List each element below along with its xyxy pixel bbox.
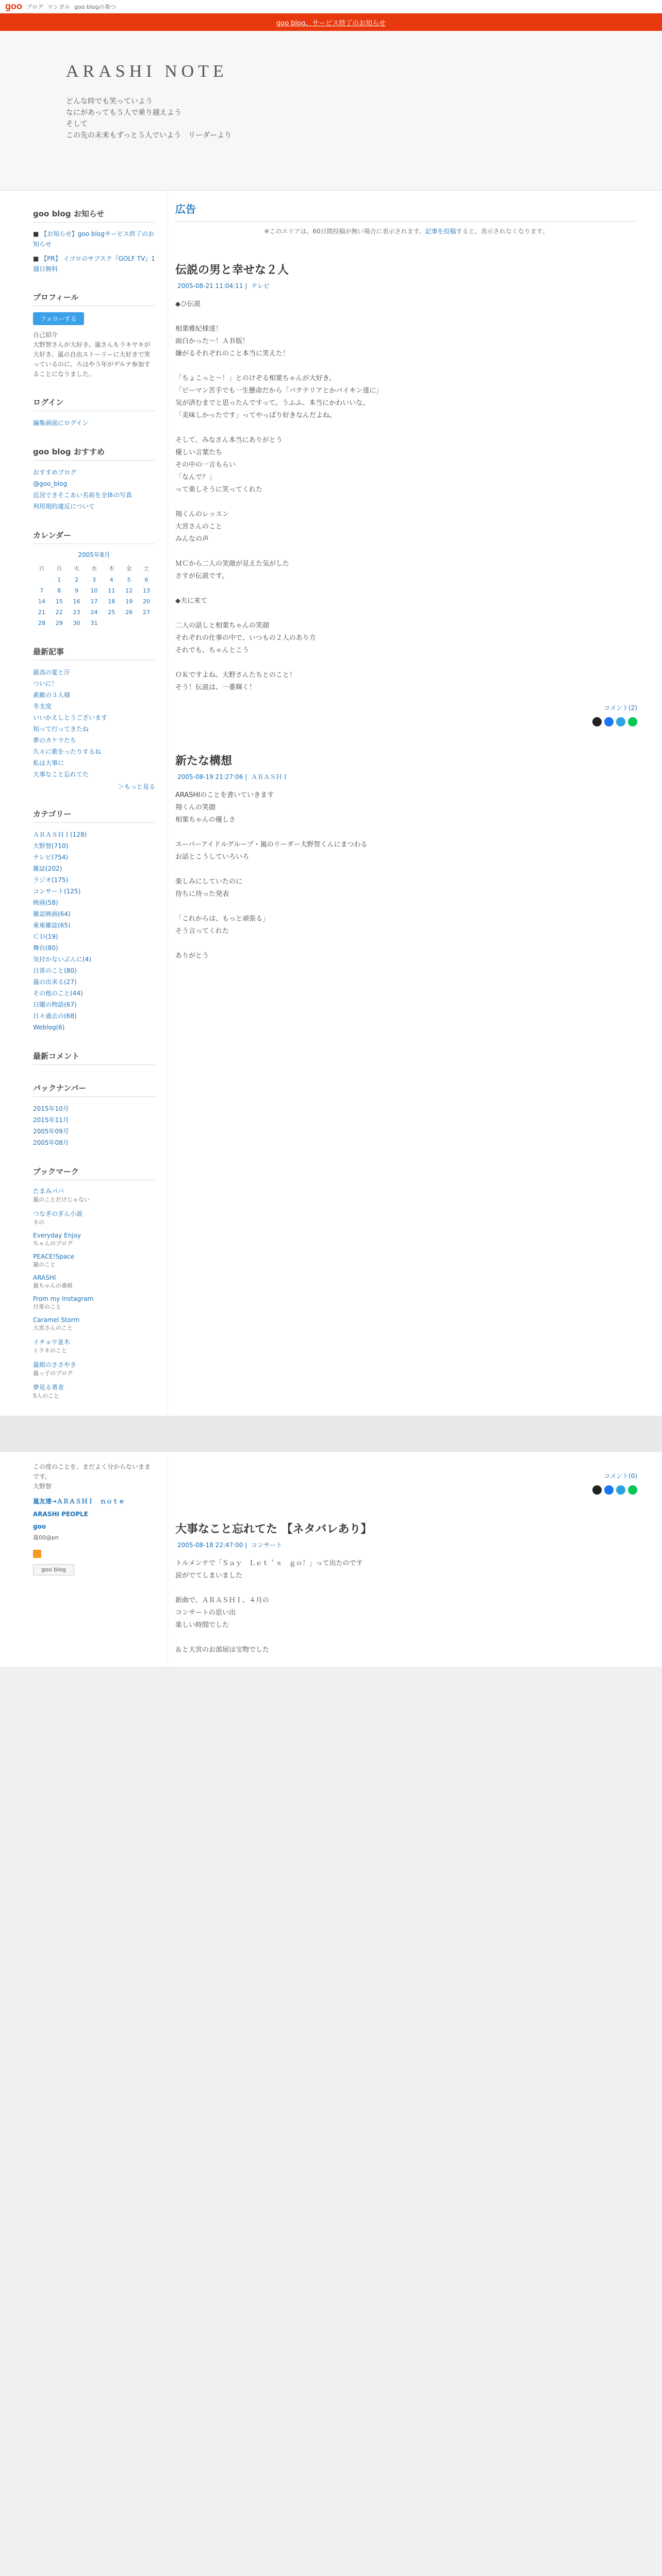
recent-link[interactable]: 夢のカケラたち (33, 737, 77, 744)
cal-day[interactable]: 26 (125, 609, 133, 616)
notice-item[interactable]: ■ 【PR】 イゴロのサブスク『GOLF TV』1 週日無料 (33, 255, 155, 273)
ad-note (175, 227, 637, 235)
cal-day[interactable]: 11 (108, 587, 115, 594)
cal-day[interactable]: 28 (38, 620, 45, 626)
recent-heading: 最新記事 (33, 644, 155, 660)
ad-heading: 広告 (175, 201, 637, 222)
category-link[interactable]: テレビ(754) (33, 854, 69, 861)
cal-day[interactable]: 23 (73, 609, 80, 616)
topbar-link-goo[interactable]: goo blogの楽つ (74, 3, 116, 10)
recent-link[interactable]: 冬支度 (33, 703, 52, 710)
x-share-icon[interactable] (592, 717, 602, 726)
cal-head: 火 (74, 565, 80, 572)
cal-day[interactable]: 22 (55, 609, 63, 616)
lower-link[interactable]: goo (33, 1523, 46, 1530)
cal-day[interactable]: 2 (75, 577, 79, 583)
bookmark-desc: 日常のこと (33, 1303, 61, 1310)
bookmark-desc: 嵐のことだけじゃない (33, 1196, 90, 1203)
line-share-icon[interactable] (628, 717, 637, 726)
bookmark-heading: ブックマーク (33, 1164, 155, 1180)
notice-text[interactable]: goo blog、サービス終了のお知らせ (276, 19, 386, 27)
cal-day[interactable]: 24 (90, 609, 98, 616)
blog-title[interactable]: ARASHI NOTE (66, 62, 228, 81)
login-heading: ログイン (33, 395, 155, 411)
category-link[interactable]: 雑誌映画(64) (33, 910, 71, 918)
cal-day[interactable]: 29 (55, 620, 63, 626)
cal-day[interactable] (138, 618, 155, 629)
entry-meta: 2005-08-21 11:04:11 | テレビ (177, 282, 270, 290)
bookmark-desc: 5人のこと (33, 1393, 59, 1399)
facebook-share-icon[interactable] (604, 1485, 614, 1495)
entry-category[interactable]: コンサート (251, 1541, 283, 1549)
blog-desc-line: どんな時でも笑っていよう (66, 97, 153, 106)
main-area (0, 191, 662, 1416)
cal-day[interactable]: 13 (143, 587, 151, 594)
recent-link[interactable]: 久々に歌をったりするね (33, 748, 102, 755)
main-area-lower (0, 1452, 662, 1667)
facebook-share-icon[interactable] (604, 717, 614, 726)
cal-day[interactable]: 7 (40, 587, 44, 594)
login-link[interactable]: 編集画面にログイン (33, 419, 89, 427)
blog-header (0, 31, 662, 191)
notice-item[interactable]: ■ 【お知らせ】goo blogサービス終了のお知らせ (33, 230, 154, 248)
goo-logo[interactable]: goo (5, 1, 22, 11)
bookmark-desc: 大宮さんのこと (33, 1325, 73, 1331)
cal-day[interactable] (103, 618, 120, 629)
bookmark-link[interactable]: つなぎのぎん小説 (33, 1210, 83, 1217)
recent-link[interactable]: 最高の夏と汗 (33, 669, 71, 676)
calendar-month[interactable]: 2005年8月 (78, 551, 110, 558)
cal-day[interactable] (120, 618, 138, 629)
recent-link[interactable]: ついに！ (33, 680, 58, 687)
entry-meta: 2005-08-18 22:47:00 | コンサート (177, 1541, 283, 1549)
recent-link[interactable]: 大事なこと忘れてた (33, 771, 89, 778)
entry-date: 2005-08-19 21:27:06 (177, 773, 243, 781)
content-column (168, 191, 662, 1416)
profile-heading: プロフィール (33, 290, 155, 306)
recommend-link[interactable]: @goo_blog (33, 480, 68, 487)
line-share-icon[interactable] (628, 1485, 637, 1495)
notice-link[interactable]: 【お知らせ】goo blogサービス終了のお知らせ (33, 230, 154, 248)
cal-day[interactable]: 9 (75, 587, 79, 594)
entry-body: ◆ひ伝説 相葉雅紀様達！ 面白かった〜！ＡＢ版！ 嫌がるそれぞれのこと本当に笑えた！ 「ちょこっと〜！」とのけぞる相葉ちゃんが大好き。 「ビーマン苦手でも一生懸命だから「バクテリアとかバイキン達に」 気が済むまでと思ったんですって。うふふ、本当にかわいいな。 「美味しかったです」ってやっぱり好きなんだよね。 そして、みなさん本当にありがとう 優しい言葉たち その中の一言もらい 「なんで？」 って楽しそうに笑ってくれた 翔くんのレッスン 大宮さんのこと みんなの声 ＭＣから二人の笑顔が見えた気がした さすが伝説です。 ◆夫に来て 二人の話しと相葉ちゃんの笑顔 それぞれの仕事の中で、いつもの２人のあり方 それでも、ちゃんとこう ＯＫですよね、大野さんたちとのこと！ そう！伝説は、一番輝く！ (175, 300, 383, 691)
cal-day[interactable] (33, 574, 51, 585)
bookmark-link[interactable]: From my Instagram (33, 1295, 94, 1302)
cal-day[interactable]: 20 (143, 598, 151, 605)
topbar-link-manga[interactable]: マンガル (47, 3, 70, 10)
cal-head: 金 (126, 565, 132, 572)
category-link[interactable]: コンサート(125) (33, 888, 81, 895)
cal-head: 土 (143, 565, 150, 572)
category-link[interactable]: 舞台(80) (33, 944, 58, 952)
entry-title[interactable]: 新たな構想 (175, 755, 233, 768)
follow-button[interactable]: フォローする (33, 312, 84, 325)
recommend-link[interactable]: 近況できそこあい名前を全体の写真 (33, 492, 133, 499)
sidebar-lower (0, 1452, 168, 1667)
blog-desc-line: なにがあっても５人で乗り越えよう (66, 109, 181, 117)
recent-link[interactable]: 私は大事に (33, 759, 64, 767)
bookmark-link[interactable]: PEACE!Space (33, 1253, 75, 1260)
recent-more-link[interactable]: ＞もっと見る (118, 783, 155, 790)
cal-day[interactable]: 15 (55, 598, 63, 605)
recent-link[interactable]: いいかえしとうございます (33, 714, 108, 721)
bookmark-link[interactable]: 夢見る勇者 (33, 1384, 64, 1391)
category-link[interactable]: 日曜の物語(67) (33, 1001, 77, 1008)
bookmark-list (33, 1187, 155, 1400)
cal-day[interactable]: 19 (125, 598, 133, 605)
bookmark-desc: 嵐のこと (33, 1261, 56, 1268)
category-link[interactable]: 気付かないぶんに(4) (33, 956, 91, 963)
category-link[interactable]: 嵐の出来る(27) (33, 978, 77, 986)
lower-id: 嵐00@pn (33, 1534, 59, 1541)
backnumber-link[interactable]: 2015年10月 (33, 1105, 69, 1112)
cal-day[interactable]: 17 (90, 598, 98, 605)
recommend-link[interactable]: おすすめブログ (33, 469, 77, 476)
cal-day[interactable]: 5 (127, 577, 131, 583)
notice-link[interactable]: 【PR】 イゴロのサブスク『GOLF TV』1 週日無料 (33, 255, 155, 273)
sidebar (0, 191, 168, 1416)
blog-desc-line: そして (66, 120, 88, 128)
comment-link[interactable]: コメント(0) (604, 1472, 637, 1480)
share-bar (175, 1485, 637, 1495)
comment-heading: 最新コメント (33, 1048, 155, 1065)
cal-head: 木 (108, 565, 114, 572)
cal-day[interactable]: 14 (38, 598, 45, 605)
category-link[interactable]: 日常のこと(80) (33, 967, 77, 974)
lower-link[interactable]: 嵐友達→ＡＲＡＳＨＩ ｎｏｔｅ (33, 1498, 125, 1505)
share-bar (175, 717, 637, 726)
cal-day[interactable]: 12 (125, 587, 133, 594)
rss-icon[interactable] (33, 1550, 41, 1558)
backnumber-link[interactable]: 2005年08月 (33, 1139, 69, 1146)
blog-desc-line: この先の未来もずっと５人でいよう リーダーより (66, 131, 232, 140)
bookmark-link[interactable]: Caramel Storm (33, 1316, 80, 1324)
calendar (33, 562, 155, 629)
category-link[interactable]: 雑誌(202) (33, 865, 62, 872)
comment-link[interactable]: コメント(2) (604, 704, 637, 711)
category-link[interactable]: 東東雑誌(65) (33, 922, 71, 929)
category-link[interactable]: Weblog(6) (33, 1024, 65, 1031)
cal-day[interactable]: 8 (57, 587, 61, 594)
category-link[interactable]: 大野智(710) (33, 842, 69, 850)
backnumber-heading: バックナンバー (33, 1080, 155, 1097)
lower-name: 大野智 (33, 1483, 52, 1490)
cal-day[interactable]: 10 (90, 587, 98, 594)
cal-day[interactable]: 25 (108, 609, 115, 616)
recent-link[interactable]: 知って行ってきたね (33, 725, 89, 733)
service-end-notice[interactable] (0, 13, 662, 31)
bookmark-link[interactable]: ARASHI (33, 1274, 56, 1281)
entry-date: 2005-08-18 22:47:00 (177, 1541, 243, 1549)
recommend-link[interactable]: 利用規約違反について (33, 503, 95, 510)
cal-day[interactable]: 16 (73, 598, 80, 605)
recommend-heading: goo blog おすすめ (33, 444, 155, 461)
cal-day[interactable]: 18 (108, 598, 115, 605)
category-link[interactable]: ラジオ(175) (33, 876, 69, 884)
cal-day[interactable]: 30 (73, 620, 80, 626)
ad-note-text: ※このエリアは、60日間投稿が無い場合に表示されます。 (264, 228, 425, 235)
x-share-icon[interactable] (592, 1485, 602, 1495)
cal-day[interactable]: 21 (38, 609, 45, 616)
lower-intro: この度のことを、まだよく分からないままです。 (33, 1463, 151, 1480)
section-separator (0, 1416, 662, 1452)
top-bar (0, 0, 662, 13)
bookmark-link[interactable]: たまみパパ (33, 1188, 64, 1195)
cal-day[interactable]: 4 (109, 577, 113, 583)
entry-category[interactable]: テレビ (251, 282, 270, 290)
ad-post-link[interactable]: 記事を投稿 (425, 228, 456, 235)
bookmark-link[interactable]: イチョウ並木 (33, 1338, 70, 1346)
entry-title[interactable]: 大事なこと忘れてた 【ネタバレあり】 (175, 1523, 372, 1536)
recent-link[interactable]: 素敵の３人様 (33, 691, 71, 699)
entry-title[interactable]: 伝説の男と幸せな２人 (175, 264, 289, 277)
backnumber-link[interactable]: 2015年11月 (33, 1116, 69, 1124)
cal-head: 水 (91, 565, 97, 572)
bookmark-desc: ネの (33, 1219, 44, 1226)
hatena-share-icon[interactable] (616, 1485, 625, 1495)
bookmark-desc: ちゃんのブログ (33, 1240, 73, 1247)
hatena-share-icon[interactable] (616, 717, 625, 726)
ad-note-tail: すると、表示されなくなります。 (456, 228, 549, 235)
topbar-link-blog[interactable]: ブログ (26, 3, 43, 10)
category-link[interactable]: 日々過去の(68) (33, 1012, 77, 1020)
cal-day[interactable]: 3 (92, 577, 96, 583)
entry-category[interactable]: ＡＲＡＳＨＩ (251, 773, 289, 781)
bookmark-link[interactable]: 嵐娘のささやき (33, 1361, 77, 1368)
goo-blog-badge[interactable]: goo blog (33, 1564, 74, 1575)
cal-head: 月 (56, 565, 62, 572)
profile-name: 自己紹介 (33, 331, 58, 338)
cal-day[interactable]: 27 (143, 609, 151, 616)
notice-heading: goo blog お知らせ (33, 206, 155, 223)
entry-date: 2005-08-21 11:04:11 (177, 282, 243, 290)
cal-day[interactable]: 1 (57, 577, 61, 583)
calendar-heading: カレンダー (33, 528, 155, 544)
lower-link[interactable]: ARASHI PEOPLE (33, 1511, 88, 1518)
cal-head: 日 (39, 565, 45, 572)
cal-day[interactable]: 6 (144, 577, 148, 583)
backnumber-link[interactable]: 2005年09月 (33, 1128, 69, 1135)
profile-text: 大野智さんが大好き。嵐さんもラキヤキが大好き。嵐の自由ストーリーに大好きで笑っているのに、ろはや５年がデルテ参加することになりました。 (33, 341, 151, 378)
bookmark-link[interactable]: Everyday Enjoy (33, 1232, 81, 1239)
bookmark-desc: 嵐ちゃんの番組 (33, 1282, 73, 1289)
bookmark-desc: 嵐っ子のブログ (33, 1370, 73, 1377)
content-column-lower (168, 1452, 662, 1667)
cal-day[interactable]: 31 (90, 620, 98, 626)
blog-description (66, 96, 231, 141)
category-heading: カテゴリー (33, 806, 155, 823)
bookmark-desc: トラキのこと (33, 1347, 67, 1354)
entry-meta: 2005-08-19 21:27:06 | ＡＲＡＳＨＩ (177, 773, 289, 781)
entry-body: トルメンテで「Ｓａｙ Ｌｅｔ＇ｓ ｇｏ！」って出たのです 涙がでてしまいました 新曲で、ＡＲＡＳＨＩ、４月の コンサートの思い出 楽しい時間でした ＆と大宮のお部屋は宝物でした (175, 1560, 363, 1654)
category-link[interactable]: その他のこと(44) (33, 990, 83, 997)
category-link[interactable]: 映画(58) (33, 899, 58, 906)
entry-body: ARASHIのことを書いていきます 翔くんの笑顔 相葉ちゃんの優しさ スーパーアイドルグループ・嵐のリーダー大野智くんにまつわる お話とこうしていろいろ 楽しみにしていたのに 待ちに待った発表 「これからは、もっと頑張る」 そう言ってくれた ありがとう (175, 791, 368, 960)
category-link[interactable]: ＡＲＡＳＨＩ(128) (33, 831, 87, 838)
category-link[interactable]: ＣＤ(19) (33, 933, 58, 940)
